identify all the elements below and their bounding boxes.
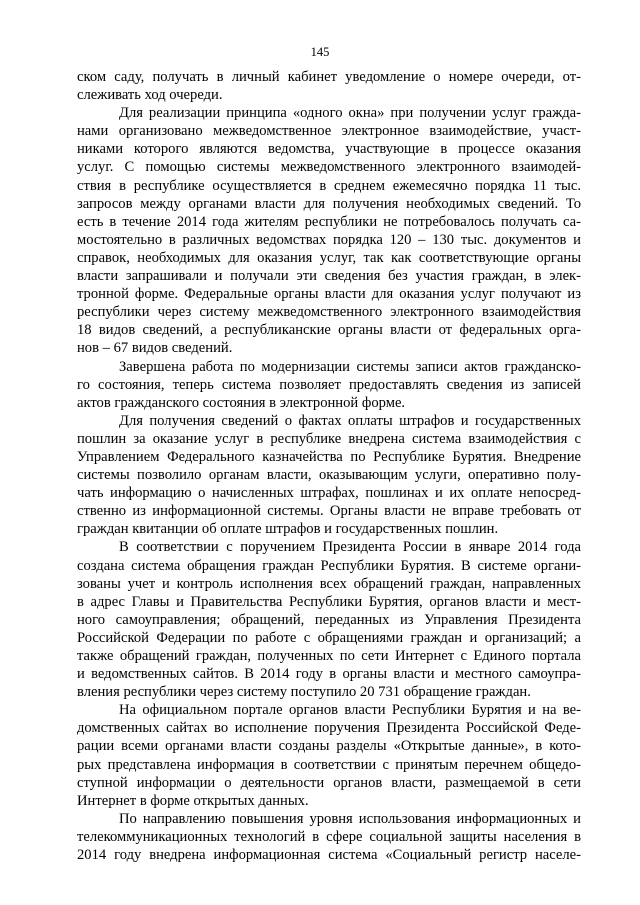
text-line: ступной информации о деятельности органов власти, размещаемой в сети bbox=[77, 774, 581, 791]
text-line: слеживать ход очереди. bbox=[77, 87, 223, 104]
text-line: власти запрашивали и получали эти сведения без участия граждан, в элек- bbox=[77, 268, 581, 285]
text-line: Для получения сведений о фактах оплаты штрафов и государственных bbox=[119, 412, 581, 429]
text-line: есть в течение 2014 года жителям республики не потребовалось получать са- bbox=[77, 213, 581, 230]
text-line: нами организовано межведомственное электронное взаимодействие, участ- bbox=[77, 123, 581, 140]
body-text bbox=[77, 68, 581, 864]
text-line: телекоммуникационных технологий в сфере социальной защиты населения в bbox=[77, 828, 581, 845]
text-line: и ведомственных сайтов. В 2014 году в органы власти и местного самоупра- bbox=[77, 666, 581, 683]
text-line: вления республики через систему поступило 20 731 обращение граждан. bbox=[77, 684, 531, 701]
text-line: никами которого являются ведомства, участвующие в процессе оказания bbox=[77, 141, 581, 158]
text-line: запросов между органами власти для получения необходимых сведений. То bbox=[77, 195, 581, 212]
text-line: На официальном портале органов власти Республики Бурятия и на ве- bbox=[119, 702, 581, 719]
text-line: Для реализации принципа «одного окна» при получении услуг гражда- bbox=[119, 105, 581, 122]
text-line: Российской Федерации по работе с обращениями граждан и организаций; а bbox=[77, 629, 581, 646]
text-line: в адрес Главы и Правительства Республики Бурятия, органов власти и мест- bbox=[77, 593, 581, 610]
text-line: По направлению повышения уровня использования информационных и bbox=[119, 810, 581, 827]
text-line: нов – 67 видов сведений. bbox=[77, 340, 233, 357]
text-line: услуг. С помощью системы межведомственного электронного взаимодей- bbox=[77, 159, 581, 176]
text-line: рации всеми органами власти созданы разделы «Открытые данные», в кото- bbox=[77, 738, 581, 755]
page-number: 145 bbox=[310, 45, 330, 59]
text-line: республики через систему межведомственного электронного взаимодействия bbox=[77, 304, 581, 321]
text-line: справок, необходимых для оказания услуг, так как соответствующие органы bbox=[77, 249, 581, 266]
text-line: Интернет в форме открытых данных. bbox=[77, 792, 309, 809]
text-line: Завершена работа по модернизации системы записи актов гражданско- bbox=[119, 358, 581, 375]
text-line: граждан квитанции об оплате штрафов и государственных пошлин. bbox=[77, 521, 499, 538]
text-line: чать информацию о начисленных штрафах, пошлинах и их оплате непосред- bbox=[77, 485, 581, 502]
text-line: системы позволило органам власти, оказывающим услуги, оперативно полу- bbox=[77, 467, 581, 484]
text-line: Управлением Федерального казначейства по Республике Бурятия. Внедрение bbox=[77, 448, 581, 465]
text-line: актов гражданского состояния в электронной форме. bbox=[77, 394, 406, 411]
text-line: ственно из информационной системы. Органы власти не вправе требовать от bbox=[77, 503, 581, 520]
text-line: рых представлена информация в соответствии с принятым перечнем общедо- bbox=[77, 756, 581, 773]
text-line: ствия в республике осуществляется в среднем ежемесячно порядка 11 тыс. bbox=[77, 177, 581, 194]
text-line: пошлин за оказание услуг в республике внедрена система взаимодействия с bbox=[77, 430, 581, 447]
text-line: 2014 году внедрена информационная система «Социальный регистр населе- bbox=[77, 847, 581, 864]
text-line: мостоятельно в различных ведомствах порядка 120 – 130 тыс. документов и bbox=[77, 231, 581, 248]
text-line: тронной форме. Федеральные органы власти для оказания услуг получают из bbox=[77, 286, 581, 303]
text-line: ском саду, получать в личный кабинет уведомление о номере очереди, от- bbox=[77, 69, 581, 85]
text-line: также обращений граждан, полученных по сети Интернет с Единого портала bbox=[77, 648, 581, 664]
text-line: В соответствии с поручением Президента России в январе 2014 года bbox=[119, 539, 581, 556]
text-line: зованы учет и контроль исполнения всех обращений граждан, направленных bbox=[77, 575, 581, 592]
text-line: го состояния, теперь система позволяет предоставлять сведения из записей bbox=[77, 376, 581, 393]
text-line: ного самоуправления; обращений, переданных из Управления Президента bbox=[77, 611, 581, 628]
text-line: создана система обращения граждан Республики Бурятия. В системе органи- bbox=[77, 557, 581, 574]
text-line: 18 видов сведений, а республиканские органы власти от федеральных орга- bbox=[77, 322, 581, 339]
text-line: домственных сайтах во исполнение поручения Президента Российской Феде- bbox=[77, 720, 581, 737]
